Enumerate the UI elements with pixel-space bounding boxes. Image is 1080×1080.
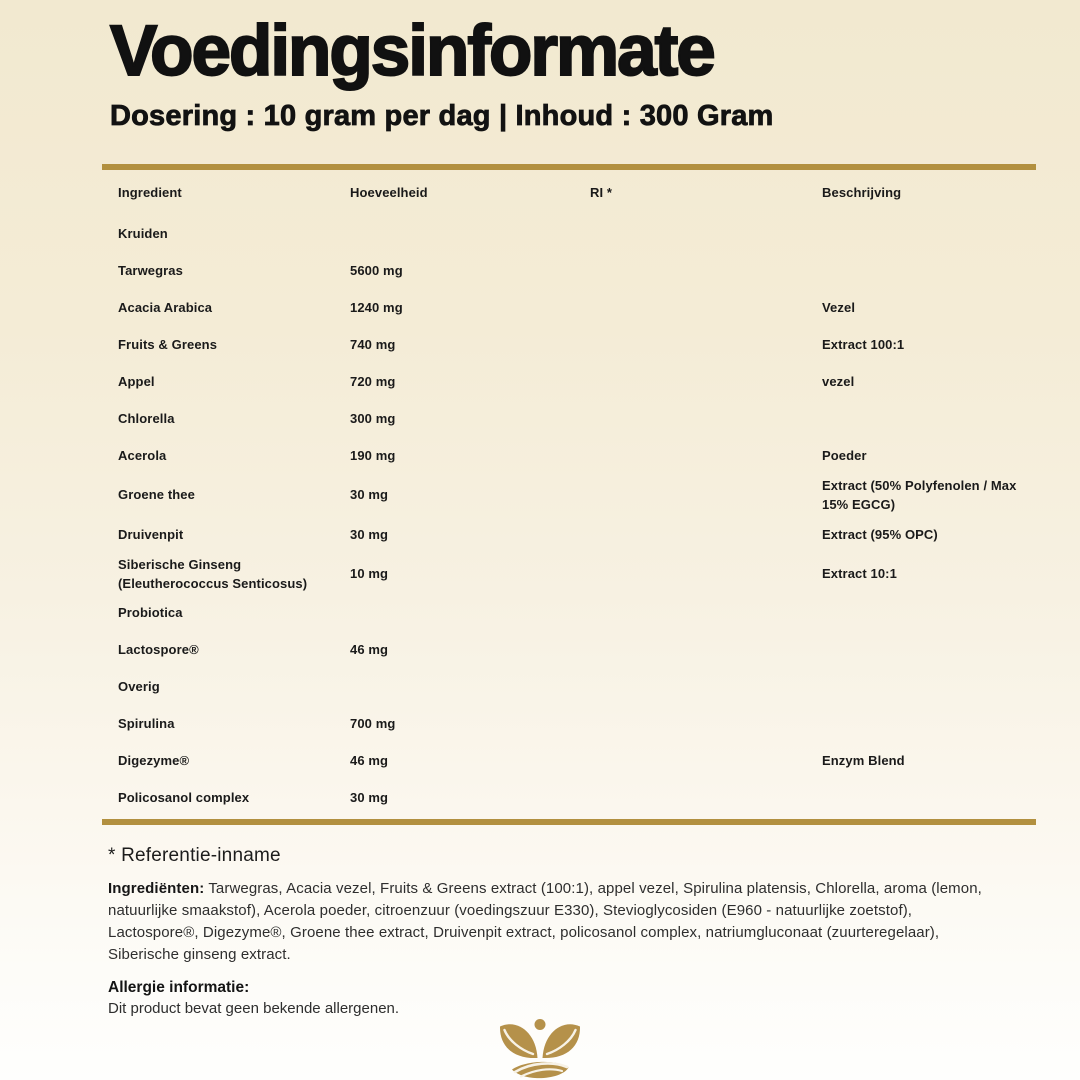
ingredient-amount: 720 mg: [350, 374, 396, 390]
ingredient-name: Appel: [118, 374, 155, 390]
table-row: [102, 517, 1036, 554]
table-row: [102, 401, 1036, 438]
ingredient-name: Overig: [118, 679, 160, 695]
brand-logo: [0, 1017, 1080, 1080]
ingredient-name: Lactospore®: [118, 642, 199, 658]
ingredient-amount: 46 mg: [350, 753, 389, 769]
table-body: [102, 216, 1036, 817]
ingredient-name: Acacia Arabica: [118, 300, 213, 316]
allergy-info-text: Dit product bevat geen bekende allergenen.: [108, 1000, 400, 1018]
ingredient-name: Tarwegras: [118, 263, 183, 279]
table-row: [102, 554, 1036, 596]
column-header-ri: RI *: [590, 184, 613, 200]
table-row: [102, 780, 1036, 817]
ingredient-amount: 5600 mg: [350, 263, 403, 279]
table-row: [102, 595, 1036, 632]
column-header-description: Beschrijving: [822, 184, 902, 200]
ingredient-name: Fruits & Greens: [118, 337, 218, 353]
table-row: [102, 327, 1036, 364]
ingredient-amount: 30 mg: [350, 526, 389, 542]
ingredient-name: Acerola: [118, 448, 167, 464]
table-row: [102, 290, 1036, 327]
ingredient-description: Extract (95% OPC): [822, 526, 938, 542]
ingredients-table: [102, 170, 1036, 817]
ingredient-amount: 300 mg: [350, 411, 396, 427]
ingredient-amount: 740 mg: [350, 337, 396, 353]
column-header-amount: Hoeveelheid: [350, 184, 428, 200]
ingredient-amount: 30 mg: [350, 790, 389, 806]
table-row: [102, 743, 1036, 780]
ingredients-text: Tarwegras, Acacia vezel, Fruits & Greens extract (100:1), appel vezel, Spirulina platensis, Chlorella, aroma (lemon, natuurlijke smaakstof), Acerola poeder, citroenzuur (voedingszuur E330), Stevioglycosiden (E960 - natuurlijke zoetstof), Lactospore®, Digezyme®, Groene thee extract, Druivenpit extract, policosanol complex, natriumgluconaat (zuurteregelaar), Siberische ginseng extract.: [108, 880, 982, 964]
ingredient-name: Spirulina: [118, 716, 175, 732]
reference-note: * Referentie-inname: [108, 845, 281, 867]
ingredient-name: Druivenpit: [118, 526, 184, 542]
column-header-ingredient: Ingredient: [118, 184, 182, 200]
page-title: Voedingsinformate: [110, 12, 714, 91]
table-row: [102, 475, 1036, 517]
ingredient-name: Chlorella: [118, 411, 175, 427]
divider-bottom: [102, 819, 1036, 825]
ingredient-description: Extract (50% Polyfenolen / Max 15% EGCG): [822, 478, 1017, 512]
ingredient-name: Probiotica: [118, 605, 183, 621]
ingredient-description: Extract 10:1: [822, 566, 897, 582]
ingredient-amount: 10 mg: [350, 566, 389, 582]
ingredient-amount: 1240 mg: [350, 300, 403, 316]
table-row: [102, 253, 1036, 290]
ingredient-description: Extract 100:1: [822, 337, 905, 353]
ingredient-description: Vezel: [822, 300, 856, 316]
header: [0, 0, 1080, 133]
plant-leaves-icon: [495, 1017, 585, 1080]
ingredient-description: vezel: [822, 374, 855, 390]
ingredient-name: Policosanol complex: [118, 790, 250, 806]
table-row: [102, 216, 1036, 253]
ingredient-name: Siberische Ginseng (Eleutherococcus Senticosus): [118, 556, 308, 591]
ingredient-description: Enzym Blend: [822, 753, 905, 769]
ingredient-amount: 190 mg: [350, 448, 396, 464]
table-header-row: [102, 170, 1036, 216]
ingredients-paragraph: [108, 878, 1000, 966]
ingredient-amount: 46 mg: [350, 642, 389, 658]
ingredient-name: Kruiden: [118, 226, 168, 242]
ingredient-description: Poeder: [822, 448, 867, 464]
table-row: [102, 706, 1036, 743]
ingredient-name: Digezyme®: [118, 753, 190, 769]
ingredient-name: Groene thee: [118, 487, 195, 503]
table-row: [102, 364, 1036, 401]
dosage-subtitle: Dosering : 10 gram per dag | Inhoud : 300 Gram: [110, 100, 774, 132]
table-row: [102, 632, 1036, 669]
ingredient-amount: 30 mg: [350, 487, 389, 503]
allergy-info-label: Allergie informatie:: [108, 979, 250, 997]
table-row: [102, 669, 1036, 706]
ingredient-amount: 700 mg: [350, 716, 396, 732]
ingredients-label: Ingrediënten:: [108, 880, 205, 898]
table-row: [102, 438, 1036, 475]
